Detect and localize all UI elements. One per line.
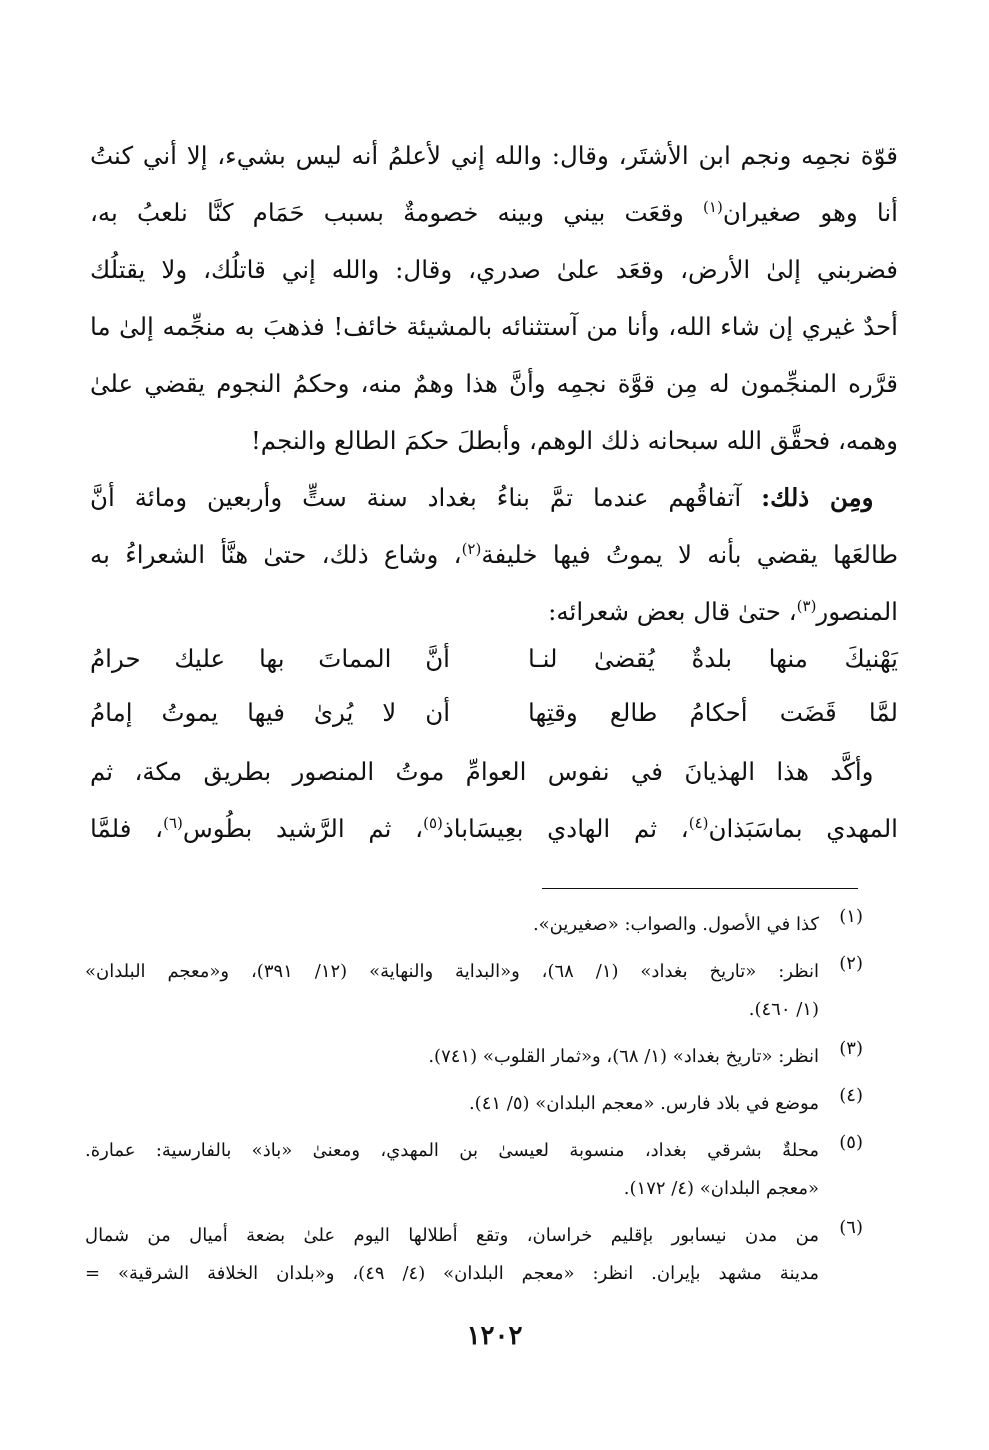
footnote-line: موضع في بلاد فارس. «معجم البلدان» (٥/ ٤١).	[468, 1093, 819, 1114]
text-span: أنا وهو صغيران	[722, 198, 898, 227]
footnote-line: من مدن نيسابور بإقليم خراسان، وتقع أطلالها اليوم علىٰ بضعة أميال من شمال	[85, 1225, 819, 1246]
footnotes	[85, 906, 863, 1293]
footnote	[85, 953, 863, 1029]
text-span: المهدي بماسَبَذان	[708, 814, 898, 843]
text-span: طالعَها يقضي بأنه لا يموتُ فيها خليفة	[481, 540, 898, 569]
footnote-line: كذا في الأصول. والصواب: «صغيرين».	[532, 914, 819, 935]
footnote-line: انظر: «تاريخ بغداد» (١/ ٦٨)، و«البداية والنهاية» (١٢/ ٣٩١)، و«معجم البلدان»	[85, 961, 819, 982]
text-line	[90, 469, 898, 526]
footnote-marker[interactable]: (٣)	[796, 596, 817, 615]
footnote-body	[85, 1132, 819, 1208]
footnote-number: (١)	[839, 906, 863, 927]
main-text-block	[90, 127, 898, 640]
text-span: ، فلمَّا	[90, 814, 164, 843]
text-span: ، ثم الهادي بعِيسَاباذ	[442, 814, 689, 843]
verse	[90, 686, 898, 740]
footnote-number: (٤)	[839, 1085, 863, 1106]
footnote-marker[interactable]: (٢)	[461, 539, 482, 558]
text-line	[90, 743, 898, 800]
text-line: قرَّره المنجِّمون له مِن قوَّة نجمِه وأنَّ هذا وهمٌ منه، وحكمُ النجوم يقضي علىٰ	[90, 369, 898, 398]
main-text-block-2	[90, 743, 898, 857]
text-span: ، حتىٰ قال بعض شعرائه:	[548, 597, 797, 626]
footnote-number: (٢)	[839, 953, 863, 974]
paragraph-lead: ومِن ذلك:	[761, 483, 874, 512]
text-span: المنصور	[816, 597, 898, 626]
text-span: وأكَّد هذا الهذيانَ في نفوس العوامِّ موتُ المنصور بطريق مكة، ثم	[90, 757, 874, 786]
footnote-body	[85, 1038, 819, 1076]
footnote	[85, 1038, 863, 1076]
footnote-separator	[542, 888, 858, 889]
text-line: أحدٌ غيري إن شاء الله، وأنا من آستثنائه بالمشيئة خائف! فذهبَ به منجِّمه إلىٰ ما	[90, 312, 898, 341]
verse-first-hemistich: يَهْنيكَ منها بلدةٌ يُقضىٰ لنـا	[528, 644, 898, 673]
text-span: ، ثم الرَّشيد بطُوس	[182, 814, 424, 843]
poem-verses	[90, 632, 898, 740]
verse-second-hemistich: أنَّ المماتَ بها عليك حرامُ	[90, 644, 450, 673]
footnote-body	[85, 906, 819, 944]
verse-first-hemistich: لمَّا قَضَت أحكامُ طالع وقتِها	[528, 698, 898, 727]
footnote	[85, 1132, 863, 1208]
verse-second-hemistich: أن لا يُرىٰ فيها يموتُ إمامُ	[90, 698, 450, 727]
footnote-body	[85, 1217, 819, 1293]
footnote-line: محلةٌ بشرقي بغداد، منسوبة لعيسىٰ بن المهدي، ومعنىٰ «باذ» بالفارسية: عمارة.	[85, 1140, 819, 1161]
footnote	[85, 906, 863, 944]
footnote-marker[interactable]: (٦)	[163, 813, 183, 832]
text-line: قوّة نجمِه ونجم ابن الأشتَر، وقال: والله إني لأعلمُ أنه ليس بشيء، إلا أني كنتُ	[90, 141, 898, 170]
footnote-line: مدينة مشهد بإيران. انظر: «معجم البلدان» (٤/ ٤٩)، و«بلدان الخلافة الشرقية» =	[85, 1263, 819, 1284]
text-line	[90, 526, 898, 583]
footnote	[85, 1085, 863, 1123]
footnote-line: انظر: «تاريخ بغداد» (١/ ٦٨)، و«ثمار القلوب» (٧٤١).	[428, 1046, 819, 1067]
text-line	[90, 800, 898, 857]
footnote-number: (٣)	[839, 1038, 863, 1059]
footnote-body	[85, 1085, 819, 1123]
text-line: فضربني إلىٰ الأرض، وقعَد علىٰ صدري، وقال: والله إني قاتلُك، ولا يقتلُك	[90, 255, 898, 284]
footnote-marker[interactable]: (١)	[703, 197, 723, 216]
footnote-number: (٦)	[839, 1217, 863, 1238]
footnote-body	[85, 953, 819, 1029]
page-number: ١٢٠٢	[466, 1321, 523, 1351]
text-span: وقعَت بيني وبينه خصومةٌ بسبب حَمَام كنَّا نلعبُ به،	[90, 198, 684, 227]
footnote-number: (٥)	[839, 1132, 863, 1153]
footnote-marker[interactable]: (٥)	[423, 813, 443, 832]
text-line	[90, 184, 898, 241]
footnote-line: (١/ ٤٦٠).	[748, 999, 819, 1020]
footnote	[85, 1217, 863, 1293]
footnote-line: «معجم البلدان» (٤/ ١٧٢).	[623, 1178, 819, 1199]
text-span: ، وشاع ذلك، حتىٰ هنَّأ الشعراءُ به	[90, 540, 462, 569]
text-span: آتفاقُهم عندما تمَّ بناءُ بغداد سنة ستٍّ وأربعين ومائة أنَّ	[90, 483, 742, 512]
verse	[90, 632, 898, 686]
footnote-marker[interactable]: (٤)	[688, 813, 709, 832]
text-line: وهمه، فحقَّق الله سبحانه ذلك الوهم، وأبطلَ حكمَ الطالع والنجم!	[250, 426, 898, 455]
